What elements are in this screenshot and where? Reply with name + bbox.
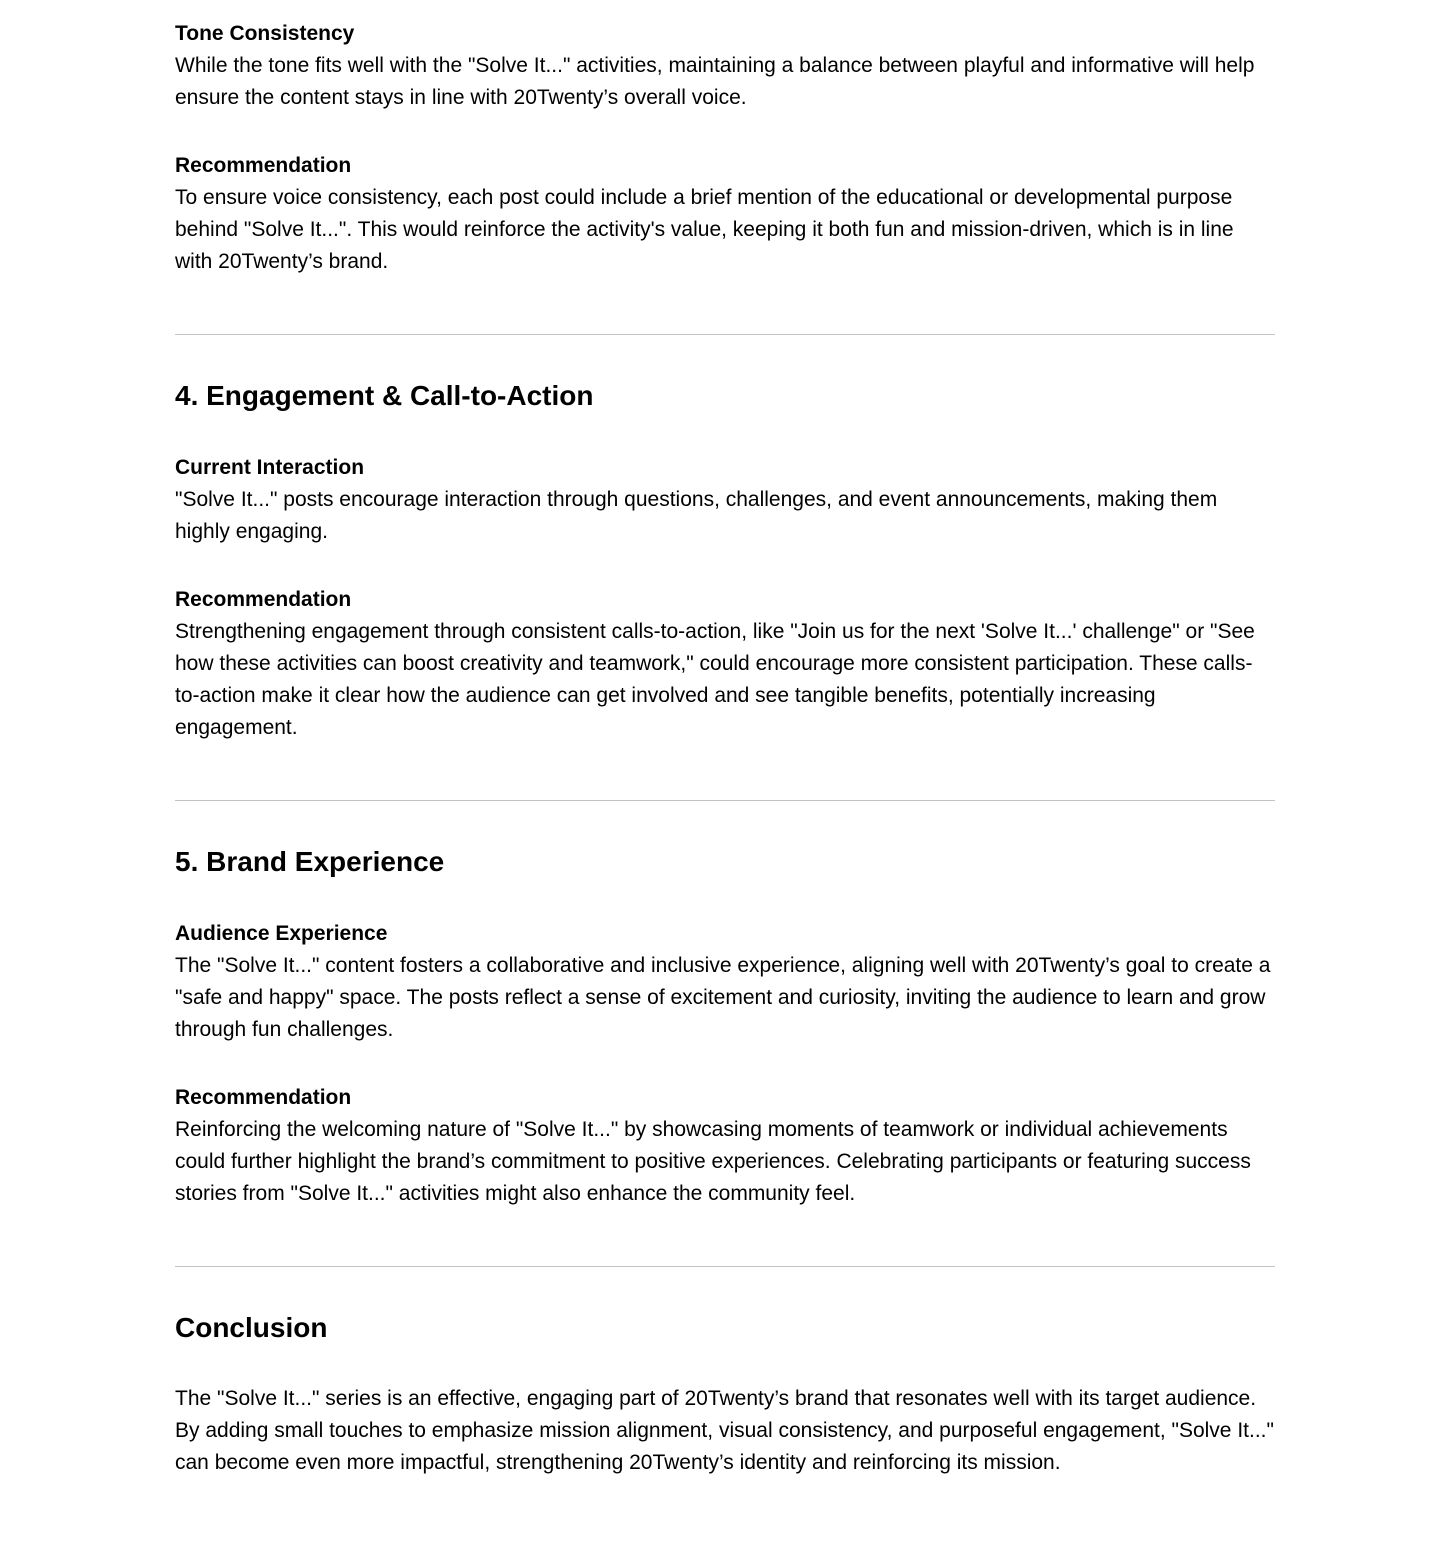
section-title-conclusion: Conclusion [175,1312,328,1343]
section-title-brand-experience: 5. Brand Experience [175,846,445,877]
section-brand-experience [175,843,1275,1210]
section-divider [175,800,1275,801]
document-body [175,18,1275,1479]
subsection-heading-tone-consistency: Tone Consistency [175,22,355,45]
paragraph-engagement-recommendation: Strengthening engagement through consistent calls-to-action, like "Join us for the next 'Solve It...' challenge" or "See how these activities can boost creativity and teamwork," could encourage more consistent participation. These calls-to-action make it clear how the audience can get involved and see tangible benefits, potentially increasing engagement. [175,620,1255,739]
section-title-engagement: 4. Engagement & Call-to-Action [175,380,594,411]
subsection-heading-brand-recommendation: Recommendation [175,1086,352,1109]
subsection-heading-audience-experience: Audience Experience [175,922,388,945]
paragraph-brand-recommendation: Reinforcing the welcoming nature of "Solve It..." by showcasing moments of teamwork or individual achievements could further highlight the brand’s commitment to positive experiences. Celebrating participants or featuring success stories from "Solve It..." activities might also enhance the community feel. [175,1118,1251,1205]
paragraph-audience-experience: The "Solve It..." content fosters a collaborative and inclusive experience, aligning well with 20Twenty’s goal to create a "safe and happy" space. The posts reflect a sense of excitement and curiosity, inviting the audience to learn and grow through fun challenges. [175,954,1271,1041]
section-conclusion [175,1309,1275,1479]
subsection-heading-current-interaction: Current Interaction [175,456,365,479]
section-divider [175,334,1275,335]
subsection-heading-tone-recommendation: Recommendation [175,154,352,177]
section-tone-consistency [175,18,1275,278]
section-divider [175,1266,1275,1267]
subsection-heading-engagement-recommendation: Recommendation [175,588,352,611]
paragraph-conclusion: The "Solve It..." series is an effective, engaging part of 20Twenty’s brand that resonates well with its target audience. By adding small touches to emphasize mission alignment, visual consistency, and purposeful engagement, "Solve It..." can become even more impactful, strengthening 20Twenty’s identity and reinforcing its mission. [175,1387,1274,1474]
section-engagement-call-to-action [175,377,1275,744]
paragraph-tone-recommendation: To ensure voice consistency, each post could include a brief mention of the educational or developmental purpose behind "Solve It...". This would reinforce the activity's value, keeping it both fun and mission-driven, which is in line with 20Twenty’s brand. [175,186,1234,273]
paragraph-tone-consistency: While the tone fits well with the "Solve It..." activities, maintaining a balance between playful and informative will help ensure the content stays in line with 20Twenty’s overall voice. [175,54,1255,109]
paragraph-current-interaction: "Solve It..." posts encourage interaction through questions, challenges, and event announcements, making them highly engaging. [175,488,1218,543]
